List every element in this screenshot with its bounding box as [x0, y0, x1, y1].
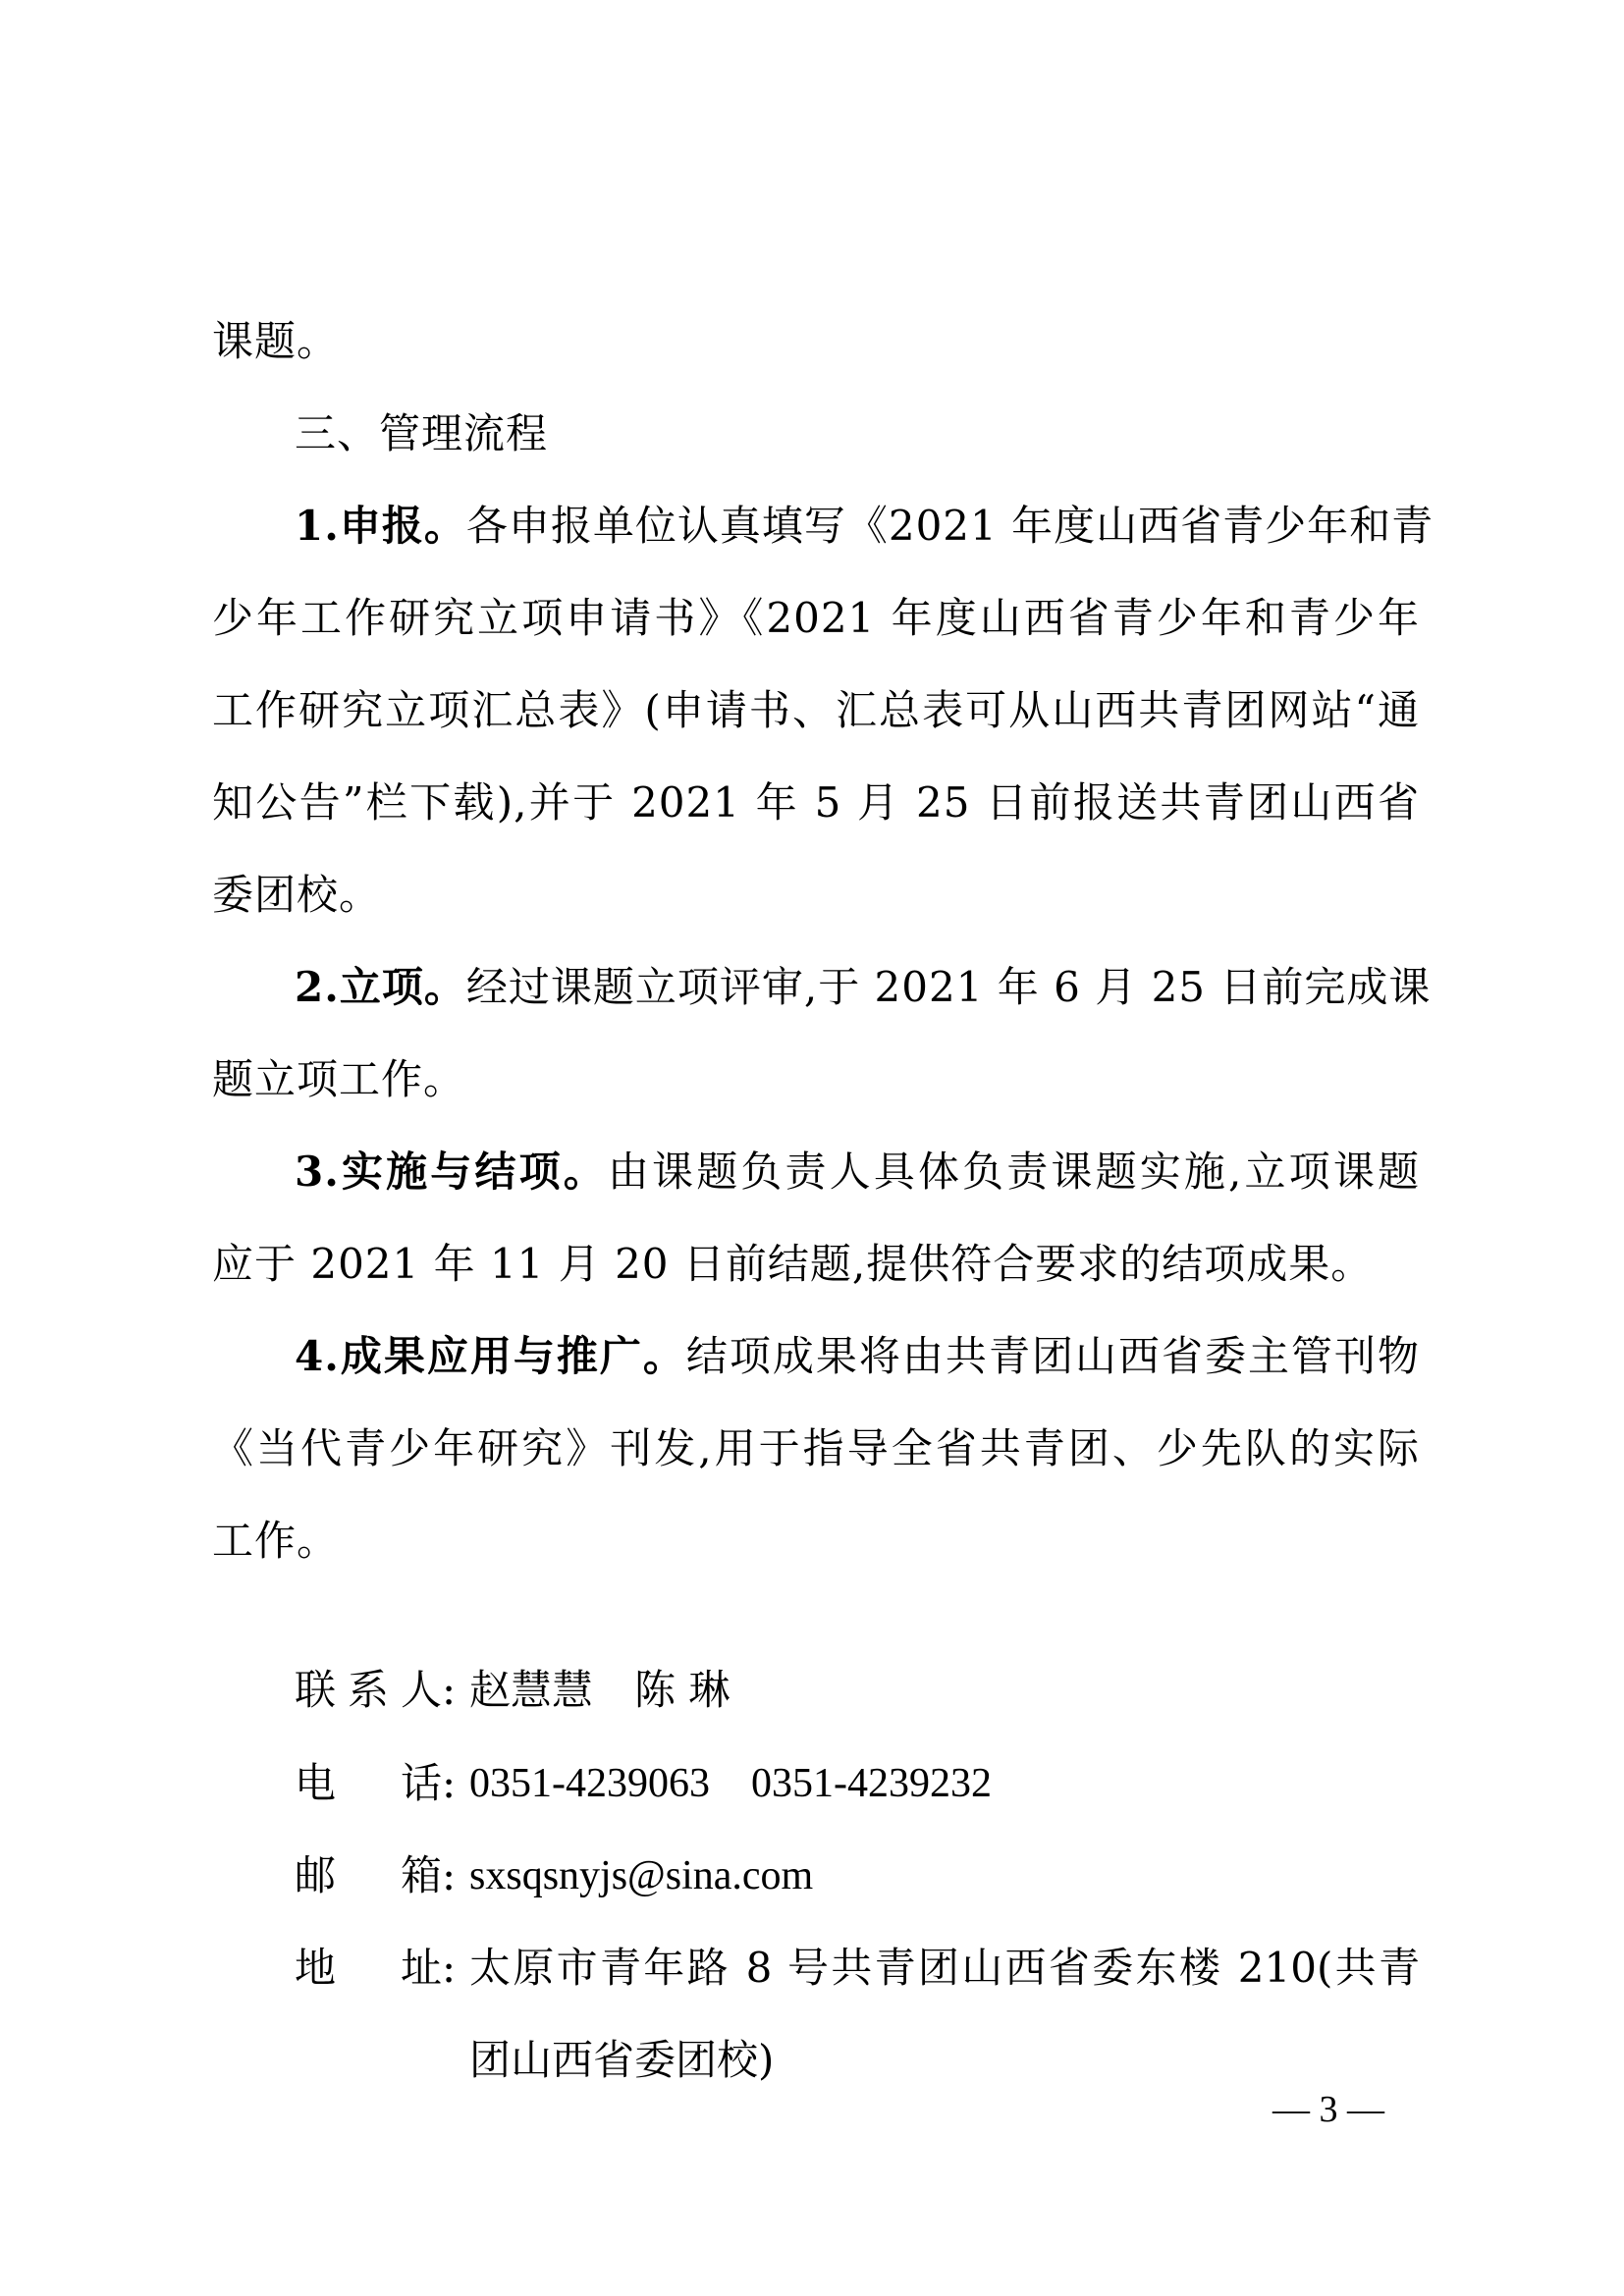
item-2-first-line [295, 958, 1432, 1017]
contact-person-value: 赵慧慧 陈 琳 [469, 1666, 731, 1714]
contact-person-row [295, 1661, 730, 1720]
contact-email-label: 邮箱 [295, 1851, 442, 1899]
item-3-text-b: 应于 2021 年 11 月 20 日前结题,提供符合要求的结项成果。 [212, 1240, 1374, 1288]
contact-address-value-line1: 太原市青年路 8 号共青团山西省委东楼 210(共青 [469, 1944, 1420, 1992]
item-3-text-a: 由课题负责人具体负责课题实施,立项课题 [607, 1148, 1420, 1196]
item-1-text-a: 各申报单位认真填写《2021 年度山西省青少年和青 [465, 502, 1435, 550]
item-4-title: 4.成果应用与推广。 [295, 1332, 686, 1380]
contact-address-colon: : [442, 1944, 457, 1992]
item-4-first-line [295, 1327, 1420, 1386]
item-1-text-e: 委团校。 [212, 871, 382, 919]
contact-email-row [295, 1846, 813, 1905]
text-line-continuation: 课题。 [212, 317, 340, 365]
contact-phone-label: 电话 [295, 1759, 442, 1807]
item-4-text-a: 结项成果将由共青团山西省委主管刊物 [685, 1332, 1420, 1380]
item-2-text-b: 题立项工作。 [212, 1055, 466, 1103]
section-heading: 三、管理流程 [295, 409, 549, 457]
item-2-title: 2.立项。 [295, 963, 466, 1011]
contact-email-colon: : [442, 1851, 457, 1899]
item-3-first-line [295, 1143, 1420, 1201]
item-4-text-c: 工作。 [212, 1517, 340, 1565]
item-3-title: 3.实施与结项。 [295, 1148, 608, 1196]
item-4-text-b: 《当代青少年研究》刊发,用于指导全省共青团、少先队的实际 [212, 1424, 1420, 1472]
contact-address-label: 地址 [295, 1944, 442, 1992]
item-1-text-c: 工作研究立项汇总表》(申请书、汇总表可从山西共青团网站“通 [212, 686, 1420, 734]
item-1-title: 1.申报。 [295, 502, 466, 550]
contact-address-value-line2: 团山西省委团校) [469, 2036, 775, 2084]
page-number: — 3 — [1272, 2089, 1384, 2130]
item-1-text-b: 少年工作研究立项申请书》《2021 年度山西省青少年和青少年 [212, 594, 1420, 642]
contact-email-value[interactable]: sxsqsnyjs@sina.com [469, 1853, 814, 1898]
contact-address-row [295, 1939, 1420, 1998]
contact-person-colon: : [442, 1666, 457, 1714]
contact-phone-colon: : [442, 1759, 457, 1807]
contact-person-label: 联系人 [295, 1666, 442, 1714]
item-2-text-a: 经过课题立项评审,于 2021 年 6 月 25 日前完成课 [465, 963, 1432, 1011]
contact-phone-value: 0351-4239063 0351-4239232 [469, 1761, 992, 1806]
item-1-text-d: 知公告”栏下载),并于 2021 年 5 月 25 日前报送共青团山西省 [212, 778, 1420, 827]
item-1-first-line [295, 497, 1435, 556]
contact-phone-row [295, 1754, 992, 1813]
